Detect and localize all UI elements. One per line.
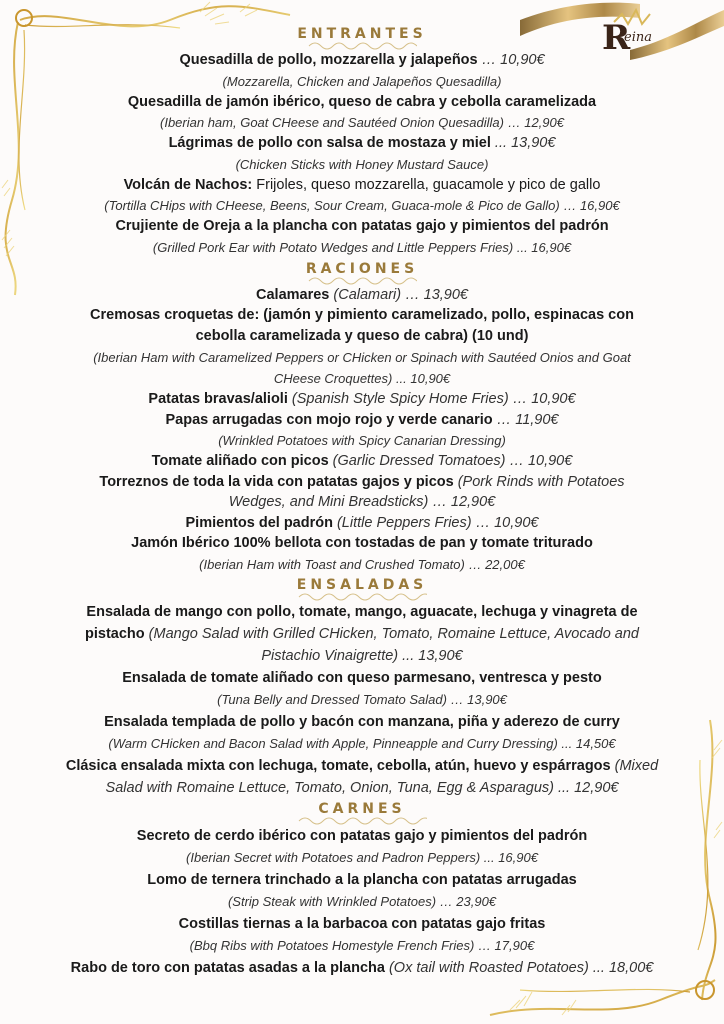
item-translation: (Grilled Pork Ear with Potato Wedges and Little Peppers Fries) ... 16,90€: [152, 239, 572, 255]
item-name: Cremosas croquetas de: (jamón y pimiento caramelizado, pollo, espinacas con: [90, 307, 634, 323]
item-price: 13,90€: [511, 135, 556, 151]
menu-item: [0, 133, 724, 154]
flourish-divider-icon: [307, 277, 417, 285]
menu-item: [0, 623, 724, 645]
flourish-divider-icon: [297, 593, 427, 601]
item-translation: (Mixed: [610, 757, 659, 774]
item-translation: (Chicken Sticks with Honey Mustard Sauce): [235, 156, 489, 172]
item-translation-price: (Garlic Dressed Tomatoes) … 10,90€: [328, 453, 573, 469]
item-translation: (Warm CHicken and Bacon Salad with Apple, Pinneapple and Curry Dressing) ... 14,50€: [108, 735, 616, 751]
section-carnes: [0, 801, 724, 979]
flourish-divider-icon: [297, 817, 427, 825]
item-name: Crujiente de Oreja a la plancha con patatas gajo y pimientos del padrón: [115, 218, 609, 234]
item-name: Costillas tiernas a la barbacoa con patatas gajo fritas: [178, 915, 546, 932]
item-name: Ensalada de mango con pollo, tomate, mango, aguacate, lechuga y vinagreta de: [86, 603, 638, 620]
separator: ...: [490, 135, 512, 151]
item-translation: (Pork Rinds with Potatoes: [453, 473, 625, 490]
logo-script: eina: [624, 30, 652, 45]
item-translation: (Bbq Ribs with Potatoes Homestyle French Fries) … 17,90€: [189, 937, 535, 953]
item-translation-cont: Salad with Romaine Lettuce, Tomato, Onion, Tuna, Egg & Asparagus) ... 12,90€: [105, 779, 619, 796]
item-translation: (Mango Salad with Grilled CHicken, Tomato, Romaine Lettuce, Avocado and: [144, 625, 639, 642]
item-name: Lágrimas de pollo con salsa de mostaza y miel: [168, 135, 491, 151]
menu-item: [0, 410, 724, 431]
item-name: Secreto de cerdo ibérico con patatas gajo y pimientos del padrón: [136, 827, 588, 844]
section-title: RACIONES: [305, 260, 419, 277]
item-price: 10,90€: [500, 52, 545, 68]
item-translation: (Wrinkled Potatoes with Spicy Canarian Dressing): [218, 433, 506, 448]
menu-item: [0, 957, 724, 979]
section-title: ENSALADAS: [296, 576, 428, 593]
item-translation-cont: Wedges, and Mini Breadsticks) … 12,90€: [228, 494, 496, 510]
item-name: Volcán de Nachos:: [123, 176, 253, 193]
menu-item: [0, 50, 724, 71]
section-ensaladas: [0, 577, 724, 799]
item-name: Tomate aliñado con picos: [151, 453, 329, 469]
item-translation-price: (Ox tail with Roasted Potatoes) ... 18,00€: [384, 959, 654, 976]
item-translation-price: (Spanish Style Spicy Home Fries) … 10,90€: [287, 391, 576, 407]
logo-letter: R: [602, 18, 631, 58]
menu-item: [0, 389, 724, 410]
item-name: Torreznos de toda la vida con patatas gajos y picos: [99, 473, 454, 490]
item-name: Quesadilla de pollo, mozzarella y jalapeños: [179, 52, 478, 68]
item-name: Patatas bravas/alioli: [148, 391, 288, 407]
item-translation: (Strip Steak with Wrinkled Potatoes) … 23,90€: [227, 893, 497, 909]
menu-item: [0, 175, 724, 196]
menu-item: [0, 285, 724, 306]
item-name: Quesadilla de jamón ibérico, queso de cabra y cebolla caramelizada: [127, 93, 597, 110]
section-title: CARNES: [318, 800, 406, 817]
item-price: 11,90€: [515, 411, 559, 428]
item-translation-cont: Pistachio Vinaigrette) ... 13,90€: [261, 647, 463, 664]
separator: …: [477, 52, 501, 68]
item-translation: (Iberian Ham with Caramelized Peppers or CHicken or Spinach with Sautéed Onios and Goat: [93, 350, 631, 365]
separator: …: [492, 411, 516, 428]
item-translation: (Iberian Ham with Toast and Crushed Tomato) … 22,00€: [199, 556, 525, 572]
menu: [0, 26, 724, 979]
item-description: Frijoles, queso mozzarella, guacamole y pico de gallo: [252, 176, 601, 193]
item-translation-cont: CHeese Croquettes) ... 10,90€: [273, 371, 451, 386]
item-name-cont: pistacho: [85, 625, 145, 642]
menu-item: [0, 472, 724, 493]
section-entrantes: [0, 26, 724, 258]
section-title: ENTRANTES: [297, 26, 427, 42]
menu-item: [0, 451, 724, 472]
item-name: Clásica ensalada mixta con lechuga, tomate, cebolla, atún, huevo y espárragos: [65, 757, 611, 774]
item-name: Papas arrugadas con mojo rojo y verde canario: [165, 411, 493, 428]
item-translation: (Iberian ham, Goat CHeese and Sautéed Onion Quesadilla) … 12,90€: [160, 115, 564, 130]
item-name: Ensalada templada de pollo y bacón con manzana, piña y aderezo de curry: [104, 713, 620, 730]
menu-item: [0, 513, 724, 534]
item-name: Rabo de toro con patatas asadas a la plancha: [70, 959, 385, 976]
item-name-cont: cebolla caramelizada y queso de cabra) (10 und): [195, 328, 529, 344]
flourish-divider-icon: [307, 42, 417, 50]
item-translation-price: (Little Peppers Fries) … 10,90€: [332, 514, 539, 531]
item-name: Jamón Ibérico 100% bellota con tostadas de pan y tomate triturado: [131, 535, 593, 551]
item-name: Ensalada de tomate aliñado con queso parmesano, ventresca y pesto: [122, 669, 602, 686]
item-translation: (Tuna Belly and Dressed Tomato Salad) … 13,90€: [217, 691, 507, 707]
item-translation: (Iberian Secret with Potatoes and Padron Peppers) ... 16,90€: [186, 849, 538, 865]
item-translation: (Tortilla CHips with CHeese, Beens, Sour Cream, Guaca-mole & Pico de Gallo) … 16,90€: [104, 198, 620, 213]
menu-item: [0, 755, 724, 777]
item-name: Pimientos del padrón: [185, 514, 333, 531]
section-raciones: [0, 261, 724, 575]
item-name: Lomo de ternera trinchado a la plancha con patatas arrugadas: [147, 871, 577, 888]
item-translation: (Mozzarella, Chicken and Jalapeños Quesadilla): [222, 73, 502, 89]
item-translation-price: (Calamari) … 13,90€: [329, 286, 468, 303]
item-name: Calamares: [256, 286, 330, 303]
